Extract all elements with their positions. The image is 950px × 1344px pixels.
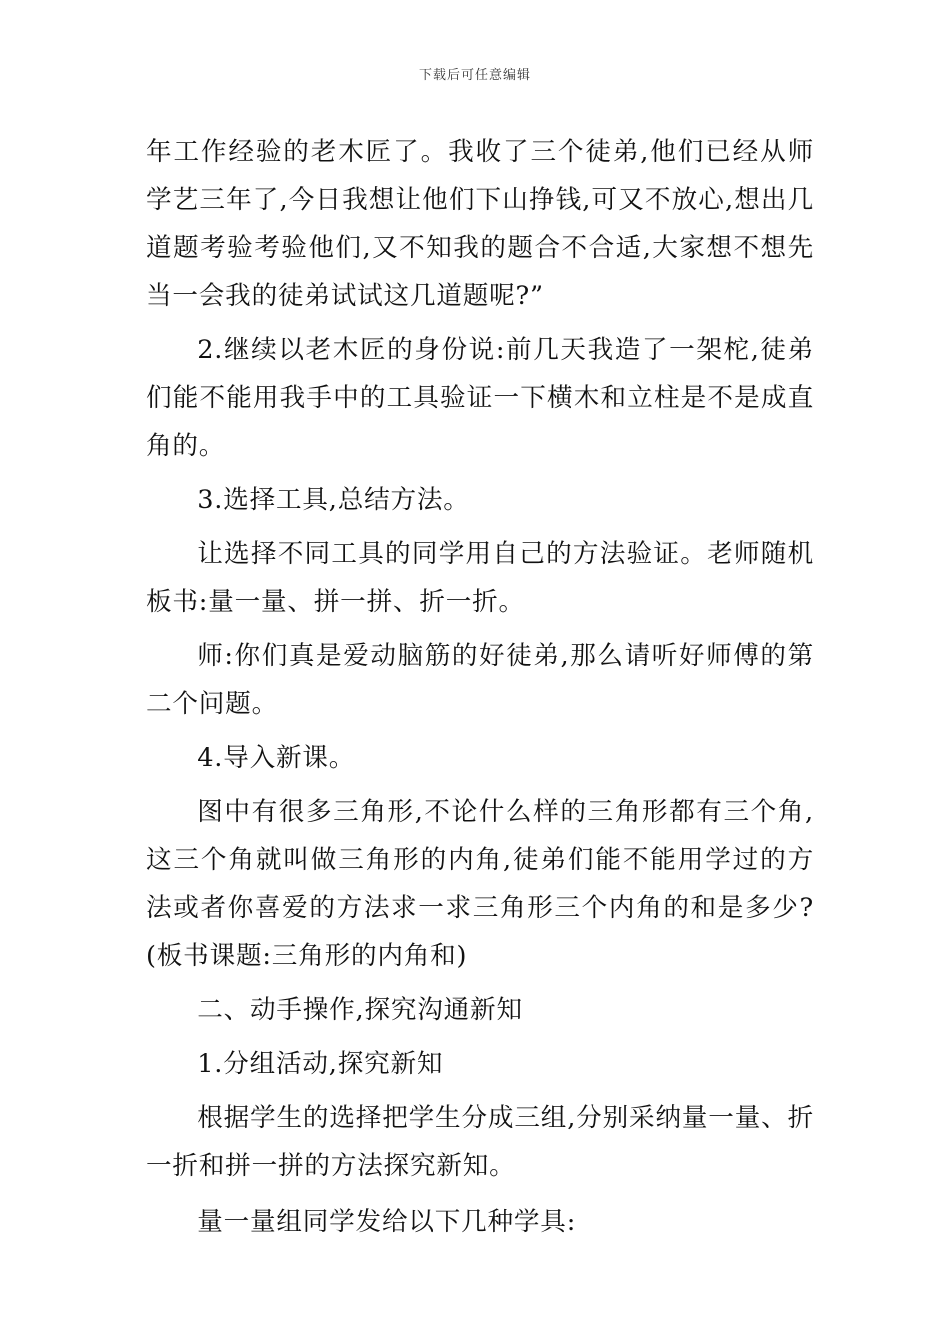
paragraph-verify-methods: 让选择不同工具的同学用自己的方法验证。老师随机板书:量一量、拼一拼、折一折。 [146,539,814,617]
paragraph-measure-group: 量一量组同学发给以下几种学具: [197,1207,577,1237]
paragraph-step-4: 4.导入新课。 [197,743,356,773]
paragraph-group-activity: 1.分组活动,探究新知 [197,1049,444,1079]
section-heading-hands-on: 二、动手操作,探究沟通新知 [197,995,523,1025]
page-header: 下载后可任意编辑 [418,68,531,83]
paragraph-grouping: 根据学生的选择把学生分成三组,分别采纳量一量、折一折和拼一拼的方法探究新知。 [146,1103,814,1181]
paragraph-new-lesson: 图中有很多三角形,不论什么样的三角形都有三个角,这三个角就叫做三角形的内角,徒弟们能不能用学过的方法或者你喜爱的方法求一求三角形三个内角的和是多少?(板书课题:三角形的内角和) [146,797,814,971]
document-body [146,128,814,1252]
paragraph-intro-continued: 年工作经验的老木匠了。我收了三个徒弟,他们已经从师学艺三年了,今日我想让他们下山挣钱,可又不放心,想出几道题考验考验他们,又不知我的题合不合适,大家想不想先当一会我的徒弟试试这几道题呢?” [146,137,814,311]
paragraph-teacher-remark: 师:你们真是爱动脑筋的好徒弟,那么请听好师傅的第二个问题。 [146,641,814,719]
paragraph-step-2: 2.继续以老木匠的身份说:前几天我造了一架柁,徒弟们能不能用我手中的工具验证一下横木和立柱是不是成直角的。 [146,335,814,461]
paragraph-step-3: 3.选择工具,总结方法。 [197,485,470,515]
